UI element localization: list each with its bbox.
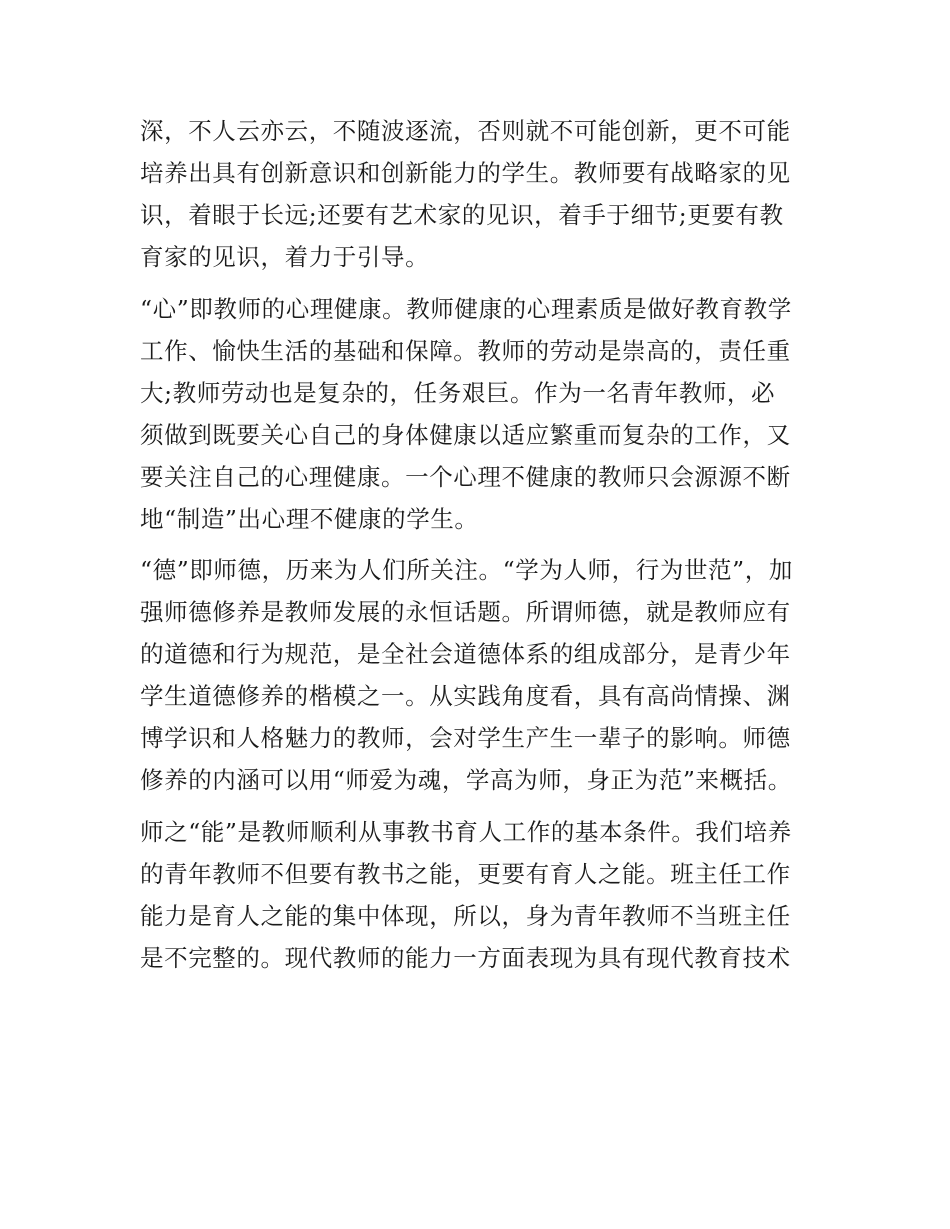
text-line: 须做到既要关心自己的身体健康以适应繁重而复杂的工作，又	[140, 420, 791, 449]
text-line: 强师德修养是教师发展的永恒话题。所谓师德，就是教师应有	[140, 598, 791, 626]
text-line: 培养出具有创新意识和创新能力的学生。教师要有战略家的见	[140, 159, 791, 187]
text-line: 育家的见识，着力于引导。	[140, 243, 430, 271]
text-line: 工作、愉快生活的基础和保障。教师的劳动是崇高的，责任重	[140, 336, 791, 365]
text-line: 学生道德修养的楷模之一。从实践角度看，具有高尚情操、渊	[140, 682, 791, 710]
text-line: 博学识和人格魅力的教师，会对学生产生一辈子的影响。师德	[140, 724, 791, 752]
text-line: 的青年教师不但要有教书之能，更要有育人之能。班主任工作	[140, 859, 791, 888]
text-line: 大;教师劳动也是复杂的，任务艰巨。作为一名青年教师，必	[140, 378, 776, 407]
text-line: 能力是育人之能的集中体现，所以，身为青年教师不当班主任	[140, 901, 791, 930]
paragraph-innovation	[140, 110, 815, 278]
text-line: “心”即教师的心理健康。教师健康的心理素质是做好教育教学	[140, 294, 792, 323]
text-line: 修养的内涵可以用“师爱为魂，学高为师，身正为范”来概括。	[140, 766, 792, 794]
text-line: “德”即师德，历来为人们所关注。“学为人师，行为世范”，加	[140, 556, 793, 584]
text-line: 的道德和行为规范，是全社会道德体系的组成部分，是青少年	[140, 640, 791, 668]
paragraph-ability	[140, 811, 815, 979]
text-line: 要关注自己的心理健康。一个心理不健康的教师只会源源不断	[140, 462, 791, 491]
body-text	[140, 110, 815, 979]
text-line: 识，着眼于长远;还要有艺术家的见识，着手于细节;更要有教	[140, 201, 784, 229]
text-line: 深，不人云亦云，不随波逐流，否则就不可能创新，更不可能	[140, 117, 791, 145]
paragraph-ethics	[140, 549, 815, 801]
paragraph-mental-health	[140, 288, 815, 540]
text-line: 地“制造”出心理不健康的学生。	[140, 504, 479, 533]
text-line: 师之“能”是教师顺利从事教书育人工作的基本条件。我们培养	[140, 817, 792, 846]
text-line: 是不完整的。现代教师的能力一方面表现为具有现代教育技术	[140, 943, 791, 972]
